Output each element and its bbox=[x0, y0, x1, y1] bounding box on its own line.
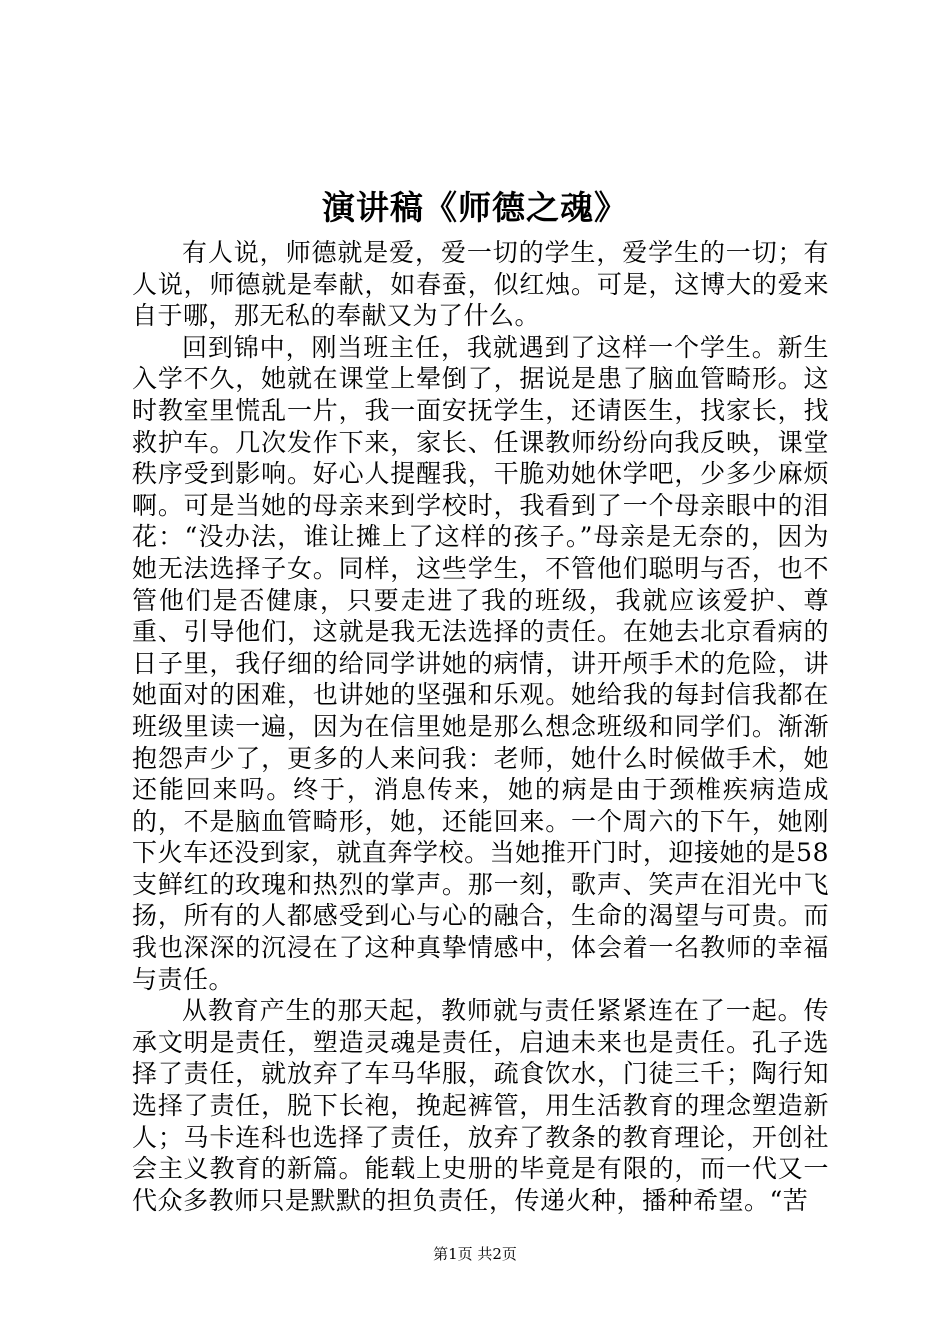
paragraph-1: 有人说，师德就是爱，爱一切的学生，爱学生的一切；有人说，师德就是奉献，如春蚕，似红烛。可是，这博大的爱来自于哪，那无私的奉献又为了什么。 bbox=[132, 238, 829, 331]
document-title: 演讲稿《师德之魂》 bbox=[322, 188, 628, 227]
page-number-footer: 第1页 共2页 bbox=[433, 1245, 517, 1263]
paragraph-3: 从教育产生的那天起，教师就与责任紧紧连在了一起。传承文明是责任，塑造灵魂是责任，启迪未来也是责任。孔子选择了责任，就放弃了车马华服，疏食饮水，门徒三千；陶行知选择了责任，脱下长袍，挽起裤管，用生活教育的理念塑造新人；马卡连科也选择了责任，放弃了教条的教育理论，开创社会主义教育的新篇。能载上史册的毕竟是有限的，而一代又一代众多教师只是默默的担负责任，传递火种，播种希望。“苦 bbox=[132, 996, 829, 1215]
document-body bbox=[132, 237, 829, 1216]
paragraph-2: 回到锦中，刚当班主任，我就遇到了这样一个学生。新生入学不久，她就在课堂上晕倒了，据说是患了脑血管畸形。这时教室里慌乱一片，我一面安抚学生，还请医生，找家长，找救护车。几次发作下来，家长、任课教师纷纷向我反映，课堂秩序受到影响。好心人提醒我，干脆劝她休学吧，少多少麻烦啊。可是当她的母亲来到学校时，我看到了一个母亲眼中的泪花：“没办法，谁让摊上了这样的孩子。”母亲是无奈的，因为她无法选择子女。同样，这些学生，不管他们聪明与否，也不管他们是否健康，只要走进了我的班级，我就应该爱护、尊重、引导他们，这就是我无法选择的责任。在她去北京看病的日子里，我仔细的给同学讲她的病情，讲开颅手术的危险，讲她面对的困难，也讲她的坚强和乐观。她给我的每封信我都在班级里读一遍，因为在信里她是那么想念班级和同学们。渐渐抱怨声少了，更多的人来问我：老师，她什么时候做手术，她还能回来吗。终于，消息传来，她的病是由于颈椎疾病造成的，不是脑血管畸形，她，还能回来。一个周六的下午，她刚下火车还没到家，就直奔学校。当她推开门时，迎接她的是58支鲜红的玫瑰和热烈的掌声。那一刻，歌声、笑声在泪光中飞扬，所有的人都感受到心与心的融合，生命的渴望与可贵。而我也深深的沉浸在了这种真挚情感中，体会着一名教师的幸福与责任。 bbox=[132, 332, 829, 994]
